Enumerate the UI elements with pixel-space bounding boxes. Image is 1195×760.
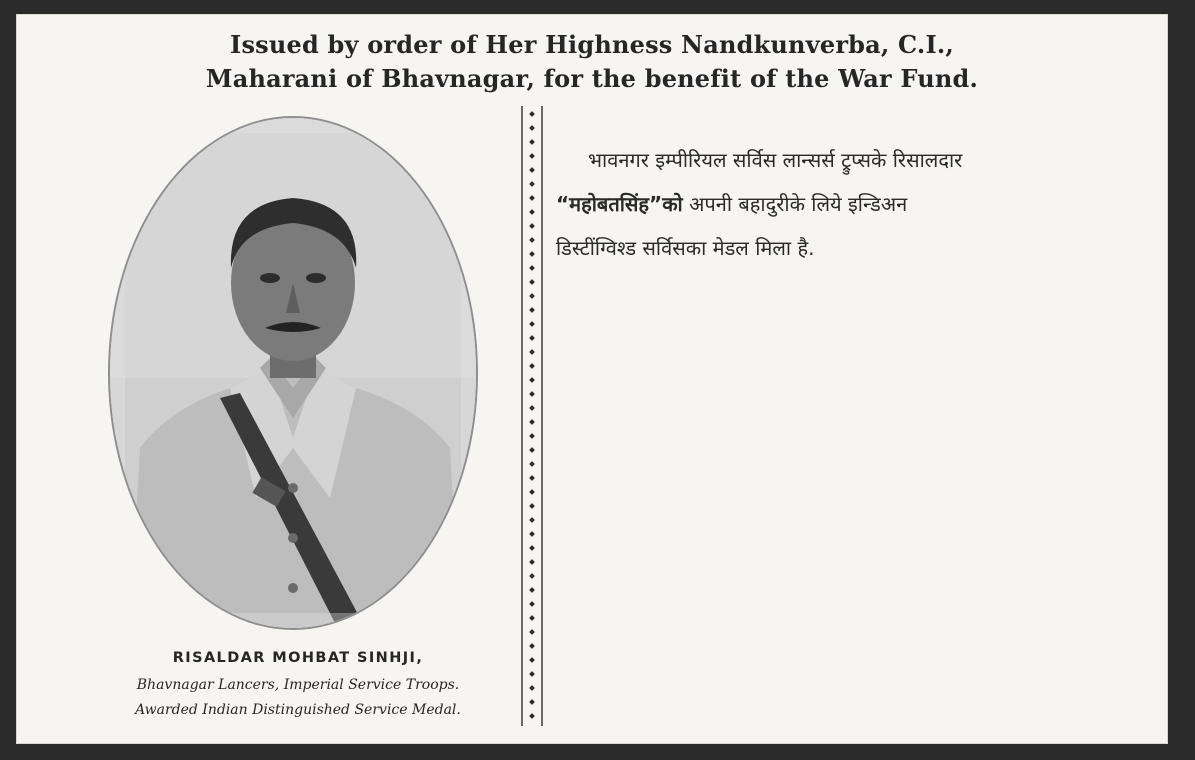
divider-dot bbox=[529, 321, 535, 327]
divider-dot bbox=[529, 573, 535, 579]
divider-dot bbox=[529, 503, 535, 509]
divider-dot bbox=[529, 713, 535, 719]
divider-dot bbox=[529, 587, 535, 593]
hindi-line-3: डिस्टींग्विश्ड सर्विसका मेडल मिला है. bbox=[556, 236, 815, 260]
hindi-line-2-rest: अपनी बहादुरीके लिये इन्डिअन bbox=[682, 192, 908, 216]
hindi-line-2 bbox=[556, 182, 1146, 226]
divider-dot bbox=[529, 153, 535, 159]
divider-dot bbox=[529, 559, 535, 565]
divider-dot bbox=[529, 419, 535, 425]
divider-dot bbox=[529, 125, 535, 131]
heading-line-1: Issued by order of Her Highness Nandkunverba, C.I., bbox=[230, 30, 954, 59]
divider-dot bbox=[529, 545, 535, 551]
divider-dot bbox=[529, 307, 535, 313]
portrait-caption-line-1: Bhavnagar Lancers, Imperial Service Troops. bbox=[136, 677, 460, 693]
portrait-photo bbox=[110, 118, 476, 628]
divider-dot bbox=[529, 601, 535, 607]
divider-dot bbox=[529, 139, 535, 145]
postcard bbox=[16, 14, 1168, 744]
divider-dot bbox=[529, 475, 535, 481]
divider-dot bbox=[529, 447, 535, 453]
heading-line-2: Maharani of Bhavnagar, for the benefit of the War Fund. bbox=[205, 64, 979, 93]
portrait-caption-line-2: Awarded Indian Distinguished Service Medal. bbox=[135, 702, 461, 718]
divider-dot bbox=[529, 363, 535, 369]
hindi-line-1: भावनगर इम्पीरियल सर्विस लान्सर्स ट्रुप्सके रिसालदार bbox=[588, 148, 963, 172]
divider-dot bbox=[529, 391, 535, 397]
divider-dot bbox=[529, 237, 535, 243]
divider-dot bbox=[529, 643, 535, 649]
divider-dot bbox=[529, 279, 535, 285]
divider-dot bbox=[529, 517, 535, 523]
divider-dot bbox=[529, 699, 535, 705]
divider-dot bbox=[529, 461, 535, 467]
divider-dot bbox=[529, 489, 535, 495]
ornamental-divider bbox=[514, 106, 550, 726]
divider-dot bbox=[529, 265, 535, 271]
hindi-name-bold: “महोबतसिंह”को bbox=[556, 192, 683, 216]
divider-dot bbox=[529, 111, 535, 117]
divider-dot bbox=[529, 405, 535, 411]
divider-pattern bbox=[514, 106, 550, 726]
divider-dot bbox=[529, 209, 535, 215]
divider-dot bbox=[529, 531, 535, 537]
divider-dot bbox=[529, 433, 535, 439]
divider-dot bbox=[529, 349, 535, 355]
divider-dot bbox=[529, 615, 535, 621]
portrait-caption-name: RISALDAR MOHBAT SINHJI, bbox=[172, 650, 424, 666]
divider-dot bbox=[529, 195, 535, 201]
divider-dot bbox=[529, 685, 535, 691]
divider-dot bbox=[529, 657, 535, 663]
divider-dot bbox=[529, 377, 535, 383]
divider-dot bbox=[529, 671, 535, 677]
portrait-illustration bbox=[110, 118, 476, 628]
divider-dot bbox=[529, 335, 535, 341]
divider-dot bbox=[529, 223, 535, 229]
divider-dot bbox=[529, 167, 535, 173]
divider-dot bbox=[529, 251, 535, 257]
card-heading bbox=[16, 28, 1168, 96]
hindi-message bbox=[556, 138, 1146, 270]
divider-dot bbox=[529, 629, 535, 635]
divider-dot bbox=[529, 293, 535, 299]
divider-dot bbox=[529, 181, 535, 187]
